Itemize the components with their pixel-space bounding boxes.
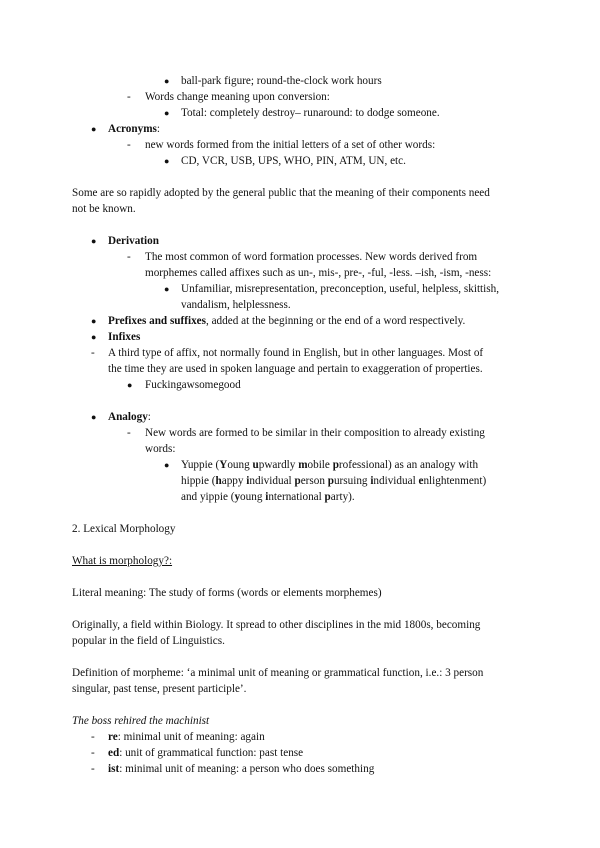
list-item: Total: completely destroy– runaround: to dodge someone. <box>181 107 440 119</box>
dash-icon: - <box>91 763 95 775</box>
text: : unit of grammatical function: past tense <box>119 747 304 759</box>
bullet-icon: ● <box>91 236 97 246</box>
dash-icon: - <box>91 747 95 759</box>
list-item: morphemes called affixes such as un-, mis-, pre-, -ful, -less. –ish, -ism, -ness: <box>145 267 492 279</box>
bullet-icon: ● <box>164 156 170 166</box>
bullet-icon: ● <box>91 124 97 134</box>
text: and yippie ( <box>181 491 235 503</box>
initial: p <box>327 475 334 487</box>
initial: e <box>418 475 424 487</box>
dash-icon: - <box>91 731 95 743</box>
list-item: new words formed from the initial letters of a set of other words: <box>145 139 436 151</box>
paragraph-line: popular in the field of Linguistics. <box>72 635 225 647</box>
text: arty). <box>330 491 355 503</box>
text: pwardly <box>258 459 299 471</box>
list-item: The most common of word formation processes. New words derived from <box>145 251 478 263</box>
bullet-icon: ● <box>164 284 170 294</box>
bullet-icon: ● <box>91 316 97 326</box>
text: rofessional) as an analogy with <box>338 459 479 471</box>
text: obile <box>307 459 333 471</box>
bullet-icon: ● <box>164 108 170 118</box>
section-heading: 2. Lexical Morphology <box>72 523 176 535</box>
initial: h <box>215 475 222 487</box>
list-item: the time they are used in spoken language and pertain to exaggeration of properties. <box>108 363 483 375</box>
list-item: New words are formed to be similar in their composition to already existing <box>145 427 485 439</box>
list-item <box>108 730 265 744</box>
list-item: Unfamiliar, misrepresentation, preconception, useful, helpless, skittish, <box>181 283 500 295</box>
morpheme: ed <box>108 747 120 759</box>
initial: y <box>234 491 241 503</box>
morpheme: re <box>108 731 118 743</box>
list-item-analogy <box>108 410 151 424</box>
initial: m <box>298 459 308 471</box>
text: : minimal unit of meaning: a person who does something <box>119 763 375 775</box>
initial: Y <box>219 459 228 471</box>
term: Analogy <box>108 411 148 423</box>
bullet-icon: ● <box>91 332 97 342</box>
paragraph-line: Some are so rapidly adopted by the general public that the meaning of their components need <box>72 187 490 199</box>
list-item-yuppie <box>181 458 478 472</box>
text: nternational <box>268 491 325 503</box>
dash-icon: - <box>127 139 131 151</box>
text: : <box>156 123 160 135</box>
paragraph-line: not be known. <box>72 203 136 215</box>
dash-icon: - <box>127 91 131 103</box>
term: Acronyms <box>108 123 157 135</box>
bullet-icon: ● <box>127 380 133 390</box>
bullet-icon: ● <box>164 460 170 470</box>
subheading: What is morphology?: <box>72 555 173 567</box>
initial: u <box>252 459 259 471</box>
text: : minimal unit of meaning: again <box>117 731 265 743</box>
list-item-prefixes <box>108 314 465 328</box>
list-item: Fuckingawsomegood <box>145 379 241 391</box>
paragraph-line: Originally, a field within Biology. It spread to other disciplines in the mid 1800s, becoming <box>72 619 481 631</box>
term: Prefixes and suffixes <box>108 315 206 327</box>
text: , added at the beginning or the end of a word respectively. <box>206 315 466 327</box>
list-item: A third type of affix, not normally found in English, but in other languages. Most of <box>108 347 484 359</box>
term-derivation: Derivation <box>108 235 159 247</box>
paragraph-line: Literal meaning: The study of forms (words or elements morphemes) <box>72 587 382 599</box>
initial: p <box>324 491 331 503</box>
initial: p <box>332 459 339 471</box>
initial: i <box>246 475 250 487</box>
text: : <box>147 411 151 423</box>
list-item-acronyms <box>108 122 160 136</box>
list-item <box>108 746 303 760</box>
list-item: CD, VCR, USB, UPS, WHO, PIN, ATM, UN, etc. <box>181 155 406 167</box>
text: ndividual <box>249 475 295 487</box>
initial: i <box>370 475 374 487</box>
text: Yuppie ( <box>181 459 220 471</box>
list-item: words: <box>145 443 176 455</box>
dash-icon: - <box>127 251 131 263</box>
example-sentence: The boss rehired the machinist <box>72 715 210 727</box>
text: erson <box>300 475 328 487</box>
list-item-hippie <box>181 474 486 488</box>
bullet-icon: ● <box>164 76 170 86</box>
morpheme: ist <box>108 763 120 775</box>
text: oung <box>227 459 253 471</box>
text: oung <box>240 491 266 503</box>
paragraph-line: Definition of morpheme: ‘a minimal unit of meaning or grammatical function, i.e.: 3 person <box>72 667 484 679</box>
term-infixes: Infixes <box>108 331 141 343</box>
text: nlightenment) <box>423 475 487 487</box>
list-item: ball-park figure; round-the-clock work hours <box>181 75 382 87</box>
paragraph-line: singular, past tense, present participle’. <box>72 683 247 695</box>
text: appy <box>221 475 247 487</box>
list-item: vandalism, helplessness. <box>181 299 291 311</box>
bullet-icon: ● <box>91 412 97 422</box>
initial: p <box>294 475 301 487</box>
initial: i <box>265 491 269 503</box>
list-item: Words change meaning upon conversion: <box>145 91 330 103</box>
text: hippie ( <box>181 475 216 487</box>
dash-icon: - <box>127 427 131 439</box>
dash-icon: - <box>91 347 95 359</box>
list-item <box>108 762 374 776</box>
list-item-yippie <box>181 490 355 504</box>
text: ndividual <box>373 475 419 487</box>
text: ursuing <box>333 475 371 487</box>
